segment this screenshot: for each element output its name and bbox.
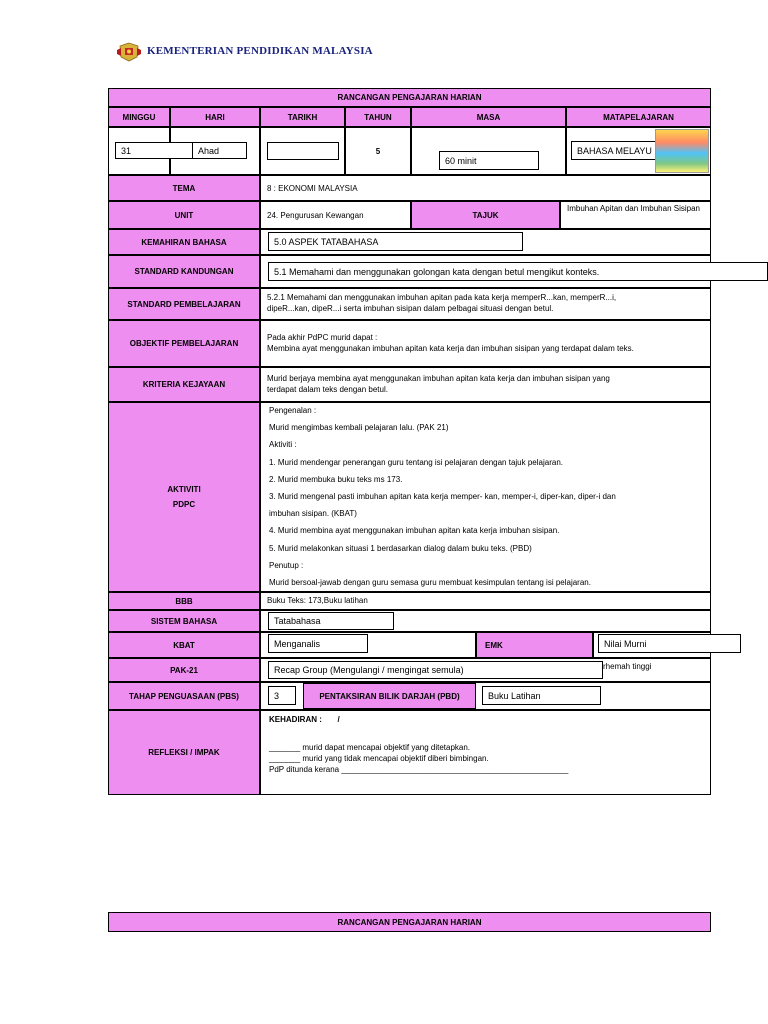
- aktiviti-label-1: AKTIVITI: [167, 485, 201, 494]
- ministry-crest-logo: [116, 42, 142, 62]
- pbd-field[interactable]: Buku Latihan: [482, 686, 601, 705]
- header-hari: HARI: [170, 107, 260, 127]
- objektif-line-2: Membina ayat menggunakan imbuhan apitan kata kerja dan imbuhan sisipan yang terdapat dalam teks.: [267, 344, 634, 353]
- kbat-field[interactable]: Menganalis: [268, 634, 368, 653]
- pak21-label: PAK-21: [108, 658, 260, 682]
- kriteria-line-2: terdapat dalam teks dengan betul.: [267, 385, 388, 394]
- aktiviti-line: imbuhan sisipan. (KBAT): [269, 509, 357, 519]
- aktiviti-line: 1. Murid mendengar penerangan guru tentang isi pelajaran dengan tajuk pelajaran.: [269, 457, 563, 467]
- header-tarikh: TARIKH: [260, 107, 345, 127]
- sk-label: STANDARD KANDUNGAN: [108, 255, 260, 288]
- kriteria-label: KRITERIA KEJAYAAN: [108, 367, 260, 402]
- tema-label: TEMA: [108, 175, 260, 201]
- objektif-label: OBJEKTIF PEMBELAJARAN: [108, 320, 260, 367]
- aktiviti-line: Murid mengimbas kembali pelajaran lalu. (PAK 21): [269, 423, 449, 433]
- tajuk-value: Imbuhan Apitan dan Imbuhan Sisipan: [560, 201, 711, 229]
- emk-label: EMK: [476, 632, 593, 658]
- header-masa: MASA: [411, 107, 566, 127]
- aktiviti-line: 3. Murid mengenal pasti imbuhan apitan kata kerja memper- kan, memper-i, diper-kan, diper-i dan: [269, 491, 616, 501]
- bbb-value: Buku Teks: 173,Buku latihan: [260, 592, 711, 610]
- tahap-label: TAHAP PENGUASAAN (PBS): [108, 682, 260, 710]
- refleksi-line-3: PdP ditunda kerana ___________________________________________________: [269, 765, 569, 774]
- pbd-label: PENTAKSIRAN BILIK DARJAH (PBD): [303, 683, 476, 709]
- ministry-title: KEMENTERIAN PENDIDIKAN MALAYSIA: [147, 45, 373, 57]
- aktiviti-line: Penutup :: [269, 560, 304, 570]
- tajuk-label: TAJUK: [411, 201, 560, 229]
- tema-value: 8 : EKONOMI MALAYSIA: [260, 175, 711, 201]
- kriteria-value: [260, 367, 711, 402]
- kehadiran-text: KEHADIRAN : /: [269, 715, 340, 724]
- bbb-label: BBB: [108, 592, 260, 610]
- aktiviti-line: Aktiviti :: [269, 440, 297, 450]
- header-matapelajaran: MATAPELAJARAN: [566, 107, 711, 127]
- unit-value: 24. Pengurusan Kewangan: [260, 201, 411, 229]
- sk-field[interactable]: 5.1 Memahami dan menggunakan golongan kata dengan betul mengikut konteks.: [268, 262, 768, 281]
- rph-title: RANCANGAN PENGAJARAN HARIAN: [108, 88, 711, 107]
- tahap-field[interactable]: 3: [268, 686, 296, 705]
- unit-label: UNIT: [108, 201, 260, 229]
- aktiviti-line: 5. Murid melakonkan situasi 1 berdasarkan dialog dalam buku teks. (PBD): [269, 543, 532, 553]
- refleksi-line-2: _______ murid yang tidak mencapai objektif diberi bimbingan.: [269, 754, 489, 763]
- refleksi-line-1: _______ murid dapat mencapai objektif yang ditetapkan.: [269, 743, 471, 752]
- tarikh-field[interactable]: [267, 142, 339, 160]
- kemahiran-label: KEMAHIRAN BAHASA: [108, 229, 260, 255]
- aktiviti-label: [108, 402, 260, 592]
- sp-line-1: 5.2.1 Memahami dan menggunakan imbuhan apitan pada kata kerja memperR...kan, memperR...i,: [267, 293, 617, 302]
- masa-field[interactable]: 60 minit: [439, 151, 539, 170]
- kriteria-line-1: Murid berjaya membina ayat menggunakan imbuhan apitan kata kerja dan imbuhan sisipan yang: [267, 374, 610, 383]
- matapelajaran-field[interactable]: BAHASA MELAYU: [571, 141, 704, 160]
- aktiviti-line: Pengenalan :: [269, 406, 317, 415]
- sp-value: [260, 288, 711, 320]
- sistem-label: SISTEM BAHASA: [108, 610, 260, 632]
- refleksi-value: [260, 710, 711, 795]
- minggu-field[interactable]: 31: [115, 142, 193, 159]
- aktiviti-line: 4. Murid membina ayat menggunakan imbuhan apitan kata kerja imbuhan sisipan.: [269, 526, 560, 536]
- objektif-line-1: Pada akhir PdPC murid dapat :: [267, 333, 378, 342]
- textbook-cover-image: [655, 129, 709, 173]
- pak21-field[interactable]: Recap Group (Mengulangi / mengingat semula): [268, 661, 603, 679]
- emk-field[interactable]: Nilai Murni: [598, 634, 741, 653]
- kbat-label: KBAT: [108, 632, 260, 658]
- header-tahun: TAHUN: [345, 107, 411, 127]
- sp-label: STANDARD PEMBELAJARAN: [108, 288, 260, 320]
- header-minggu: MINGGU: [108, 107, 170, 127]
- aktiviti-line: Murid bersoal-jawab dengan guru semasa guru membuat kesimpulan tentang isi pelajaran.: [269, 577, 591, 587]
- sistem-field[interactable]: Tatabahasa: [268, 612, 394, 630]
- refleksi-label: REFLEKSI / IMPAK: [108, 710, 260, 795]
- aktiviti-label-2: PDPC: [172, 500, 196, 509]
- rph-title-2: RANCANGAN PENGAJARAN HARIAN: [108, 912, 711, 932]
- objektif-value: [260, 320, 711, 367]
- sp-line-2: dipeR...kan, dipeR...i serta imbuhan sisipan dalam pelbagai situasi dengan betul.: [267, 304, 554, 313]
- hari-field[interactable]: Ahad: [192, 142, 247, 159]
- pak21-behind-text: rhemah tinggi: [603, 662, 652, 671]
- aktiviti-line: 2. Murid membuka buku teks ms 173.: [269, 474, 403, 484]
- tahun-value: 5: [345, 127, 411, 175]
- kemahiran-field[interactable]: 5.0 ASPEK TATABAHASA: [268, 232, 523, 251]
- aktiviti-value: [260, 402, 711, 592]
